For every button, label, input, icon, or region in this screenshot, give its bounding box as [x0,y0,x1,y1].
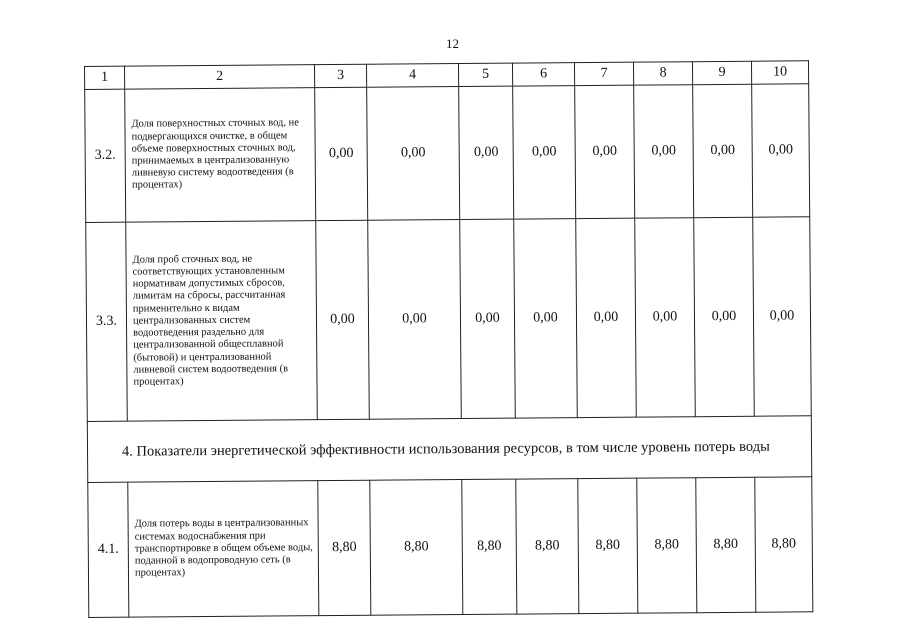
column-header: 6 [512,63,574,86]
row-number: 3.3. [86,222,128,421]
indicators-table [84,60,813,618]
indicator-value: 0,00 [513,86,576,219]
column-header: 2 [125,65,315,89]
column-header: 10 [751,61,808,84]
indicator-value: 0,00 [459,86,514,219]
indicator-description: Доля проб сточных вод, не соответствующих установленным нормативам допустимых сбросов, лимитам на сбросы, рассчитанная применительно к видам централизованных систем водоотведения раздельно для централизованной общесплавной (бытовой) и централизованной ливневой систем водоотведения (в процентах) [126,221,318,421]
indicator-value: 8,80 [318,480,371,615]
section-heading: 4. Показатели энергетической эффективности использования ресурсов, в том числе уровень потерь воды [87,416,811,483]
column-header: 3 [314,64,366,87]
row-number: 4.1. [88,482,129,617]
indicator-value: 0,00 [694,217,755,416]
indicator-value: 0,00 [316,220,370,419]
column-header: 5 [458,63,512,86]
indicator-value: 8,80 [637,478,697,613]
section-row [87,416,811,483]
indicator-value: 0,00 [367,87,460,221]
table-row [86,217,812,422]
indicator-value: 0,00 [368,220,462,420]
table-row [88,477,813,618]
indicator-description: Доля поверхностных сточных вод, не подвергающихся очистке, в общем объеме поверхностных сточных вод, принимаемых в централизованную ливневую систему водоотведения (в процентах) [125,88,316,222]
table-row [85,84,810,223]
column-header: 4 [366,64,458,88]
column-header: 1 [85,66,125,89]
indicator-value: 8,80 [578,478,638,613]
page-number: 12 [446,36,459,51]
column-header: 9 [692,61,751,84]
indicator-value: 8,80 [755,477,813,612]
indicator-value: 8,80 [696,477,756,612]
column-header: 8 [633,62,692,85]
indicator-value: 0,00 [575,85,635,218]
indicator-value: 0,00 [693,84,753,217]
indicator-value: 0,00 [460,219,516,418]
indicator-value: 0,00 [514,219,578,418]
indicator-value: 0,00 [753,217,812,416]
column-header: 7 [574,62,633,85]
indicator-value: 0,00 [315,87,368,220]
indicator-value: 8,80 [370,480,463,616]
row-number: 3.2. [85,89,126,222]
indicator-value: 0,00 [634,85,694,218]
indicator-value: 0,00 [635,218,696,417]
indicator-description: Доля потерь воды в централизованных системах водоснабжения при транспортировке в общем объеме воды, поданной в водопроводную сеть (в процентах) [128,481,319,617]
indicator-value: 8,80 [516,479,579,614]
indicator-value: 0,00 [576,218,637,417]
indicator-value: 8,80 [462,479,517,614]
indicator-value: 0,00 [752,84,810,217]
